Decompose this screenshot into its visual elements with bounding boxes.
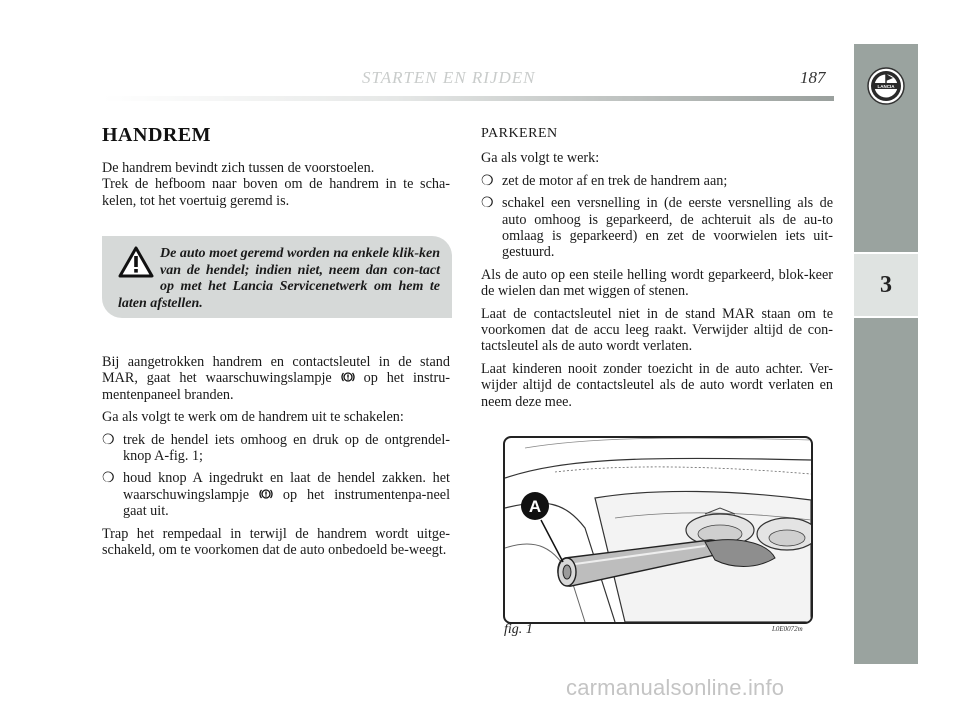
list-item: ❍ zet de motor af en trek de handrem aan; [481, 172, 728, 189]
figure-label-a: A [528, 497, 542, 516]
paragraph-key: Laat de contactsleutel niet in de stand MAR staan om te voorkomen dat de accu leeg raakt. Verwijder altijd de con-tactsleutel als de auto wordt verlaten. [481, 305, 833, 355]
paragraph-brake-pedal: Trap het rempedaal in terwijl de handrem wordt uitge-schakeld, om te voorkomen dat de auto onbedoeld be-weegt. [102, 525, 450, 559]
paragraph-lamp-on: Bij aangetrokken handrem en contactsleutel in de stand MAR, gaat het waarschuwingslampje op het instru-mentenpaneel branden. [102, 354, 451, 403]
header-rule [102, 96, 834, 101]
intro-line-2: Trek de hefboom naar boven om de handrem in te scha-kelen, tot het voertuig geremd is. [102, 176, 450, 209]
svg-text:LANCIA: LANCIA [877, 84, 895, 89]
figure-code: L0E0072m [772, 625, 803, 633]
bullet-icon: ❍ [102, 470, 115, 487]
paragraph-children: Laat kinderen nooit zonder toezicht in de auto achter. Ver-wijder altijd de contactsleutel als de auto wordt verlaten en neem deze mee. [481, 360, 833, 410]
lancia-logo-icon [866, 66, 906, 106]
bullet-icon: ❍ [481, 195, 494, 212]
intro-line-1: De handrem bevindt zich tussen de voorstoelen. [102, 160, 375, 176]
handbrake-drawing [505, 438, 811, 622]
brake-warning-lamp-icon [341, 371, 355, 383]
parkeren-title: PARKEREN [481, 126, 558, 141]
list-item: ❍ houd knop A ingedrukt en laat de hendel zakken. het waarschuwingslampje op het instrumentenpa-neel gaat uit. [102, 470, 451, 520]
warning-text: De auto moet geremd worden na enkele klik-ken van de hendel; indien niet, neem dan con-tact op met het Lancia Servicenetwerk om hem te laten afstellen. [118, 246, 440, 311]
brake-warning-lamp-icon [259, 488, 273, 500]
body-text [102, 354, 450, 564]
figure-caption: fig. 1 [504, 622, 533, 637]
intro-text [102, 160, 450, 209]
chapter-sidebar [854, 44, 918, 664]
bullet-icon: ❍ [102, 431, 115, 448]
running-header: STARTEN EN RIJDEN [362, 68, 536, 87]
bullet-icon: ❍ [481, 172, 494, 189]
parkeren-section [481, 126, 833, 416]
handbrake-illustration [503, 436, 813, 624]
section-title: HANDREM [102, 124, 212, 146]
chapter-number: 3 [854, 252, 918, 318]
page-number: 187 [800, 68, 826, 87]
paragraph-release-intro: Ga als volgt te werk om de handrem uit te schakelen: [102, 409, 404, 426]
parkeren-intro: Ga als volgt te werk: [481, 150, 600, 167]
watermark: carmanualsonline.info [566, 675, 785, 700]
paragraph-slope: Als de auto op een steile helling wordt geparkeerd, blok-keer de wielen dan met wiggen of stenen. [481, 266, 833, 300]
list-item: ❍ trek de hendel iets omhoog en druk op de ontgrendel-knop A-fig. 1; [102, 431, 450, 465]
list-item: ❍ schakel een versnelling in (de eerste versnelling als de auto omhoog is geparkeerd, de achteruit als de au-to omlaag is geparkeerd) en zet de voorwielen iets uit-gestuurd. [481, 195, 833, 261]
warning-text-block [118, 246, 440, 312]
